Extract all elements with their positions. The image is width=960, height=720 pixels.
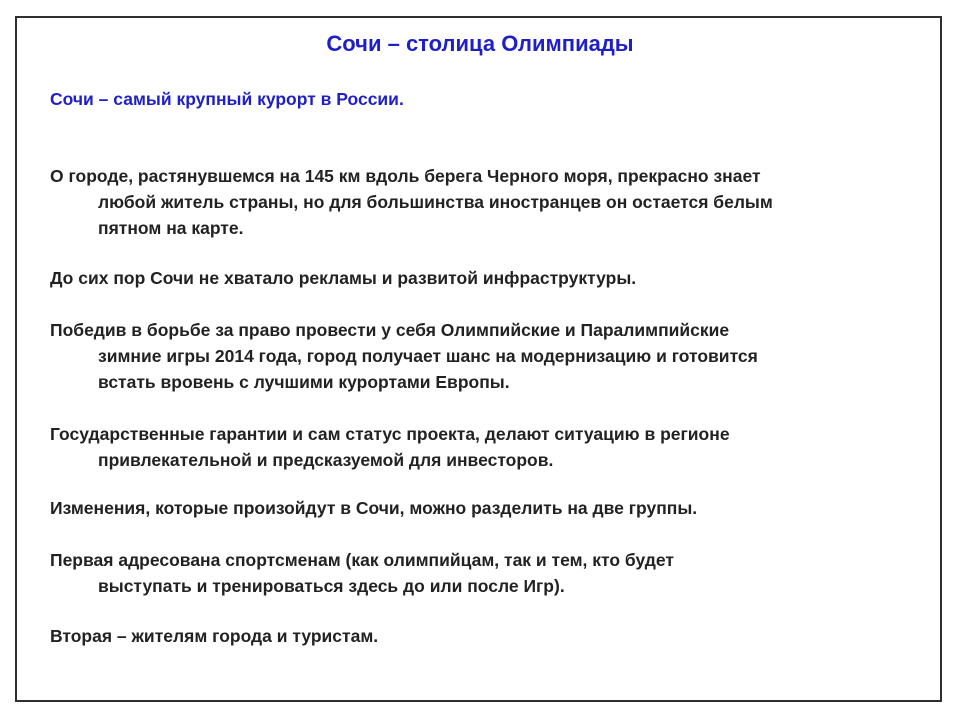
paragraph-line: О городе, растянувшемся на 145 км вдоль берега Черного моря, прекрасно знает (50, 166, 761, 186)
paragraph-line: зимние игры 2014 года, город получает шанс на модернизацию и готовится (98, 346, 758, 366)
slide-title: Сочи – столица Олимпиады (326, 31, 634, 56)
paragraph-infrastructure (50, 265, 930, 291)
paragraph-line: Первая адресована спортсменам (как олимпийцам, так и тем, кто будет (50, 550, 674, 570)
paragraph-olympics-win (50, 317, 930, 395)
paragraph-first-group (50, 547, 930, 599)
paragraph-line: встать вровень с лучшими курортами Европы. (98, 372, 510, 392)
paragraph-second-group (50, 623, 930, 649)
paragraph-changes (50, 495, 930, 521)
paragraph-line: Изменения, которые произойдут в Сочи, можно разделить на две группы. (50, 498, 698, 518)
slide-subtitle: Сочи – самый крупный курорт в России. (50, 89, 404, 109)
paragraph-line: выступать и тренироваться здесь до или после Игр). (98, 576, 565, 596)
paragraph-line: Государственные гарантии и сам статус проекта, делают ситуацию в регионе (50, 424, 730, 444)
paragraph-line: Вторая – жителям города и туристам. (50, 626, 379, 646)
paragraph-line: Победив в борьбе за право провести у себя Олимпийские и Паралимпийские (50, 320, 730, 340)
paragraph-line: любой житель страны, но для большинства иностранцев он остается белым (98, 192, 773, 212)
paragraph-line: пятном на карте. (98, 218, 244, 238)
paragraph-city-intro (50, 163, 930, 241)
paragraph-line: До сих пор Сочи не хватало рекламы и развитой инфраструктуры. (50, 268, 637, 288)
paragraph-guarantees (50, 421, 930, 473)
paragraph-line: привлекательной и предсказуемой для инвесторов. (98, 450, 554, 470)
